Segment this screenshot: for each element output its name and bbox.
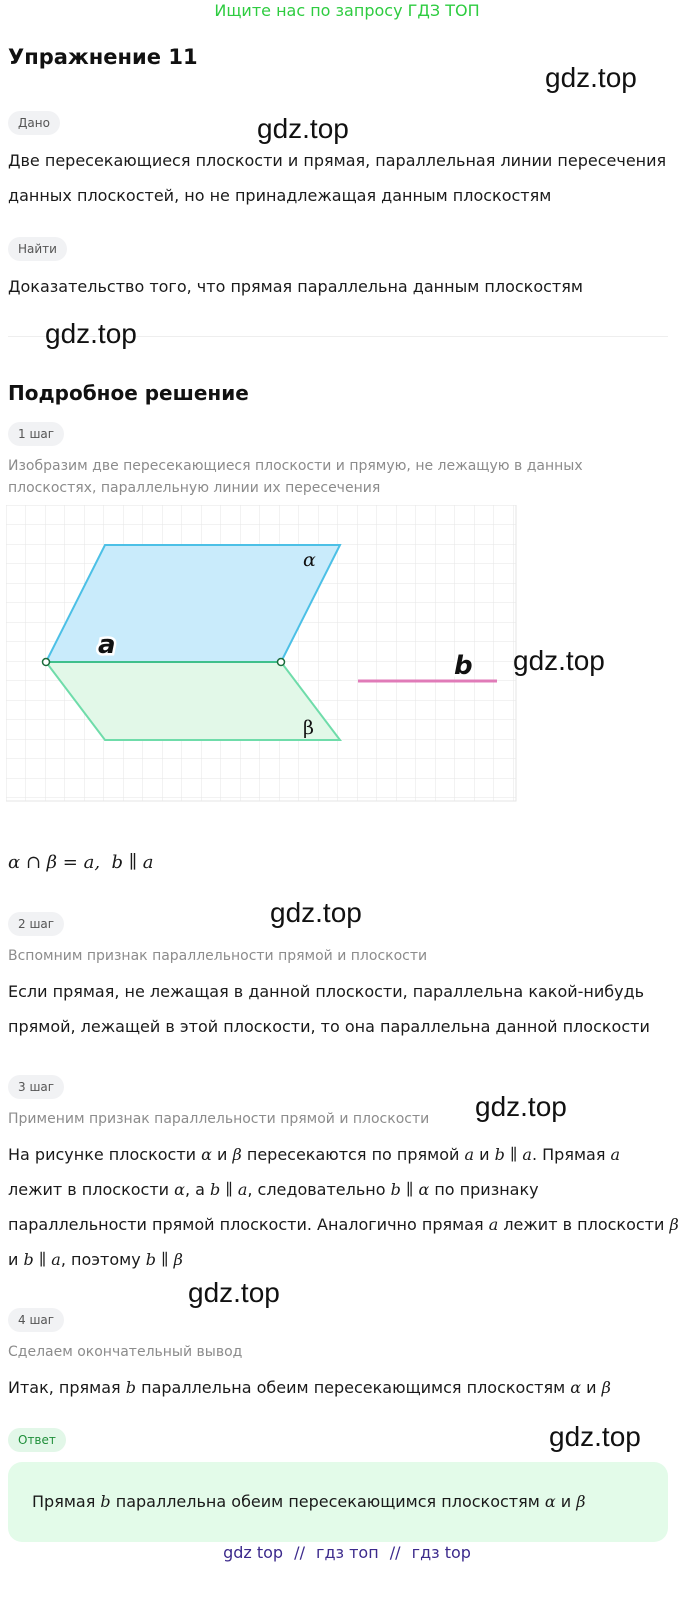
footer-separator: // [389, 1543, 401, 1562]
math-b-parallel-alpha: b ∥ α [390, 1180, 430, 1199]
given-line-2: данных плоскостей, но не принадлежащая данным плоскостям [8, 186, 552, 205]
footer-links [0, 1543, 694, 1562]
find-text: Доказательство того, что прямая параллельна данным плоскостям [8, 277, 583, 296]
answer-text [32, 1487, 586, 1517]
step-3-line-2 [8, 1172, 539, 1207]
answer-badge: Ответ [8, 1428, 66, 1452]
math-alpha: α [570, 1378, 582, 1397]
step-3-line-3 [8, 1207, 679, 1242]
text: и [581, 1378, 602, 1397]
text: Прямая [32, 1492, 101, 1511]
watermark: gdz.top [270, 897, 362, 928]
text: и [555, 1492, 577, 1511]
footer-link-gdz-top-mixed[interactable]: гдз top [411, 1543, 471, 1562]
given-line-1: Две пересекающиеся плоскости и прямая, параллельная линии пересечения [8, 151, 667, 170]
label-alpha: α [303, 549, 316, 571]
step-3-line-4 [8, 1242, 183, 1277]
math-beta: β [601, 1378, 611, 1397]
step-1-caption-line-2: плоскостях, параллельную линии их пересечения [8, 480, 381, 496]
text: по признаку [429, 1180, 539, 1199]
label-b: b [454, 651, 473, 681]
step-2-line-2: прямой, лежащей в этой плоскости, то она параллельна данной плоскости [8, 1017, 650, 1036]
step-4-conclusion [8, 1370, 611, 1405]
text: и [211, 1145, 233, 1164]
footer-link-gdz-top-ru[interactable]: гдз топ [316, 1543, 379, 1562]
math-a: a [464, 1145, 475, 1164]
text: На рисунке плоскости [8, 1145, 202, 1164]
planes-figure [6, 505, 518, 803]
math-beta: β [232, 1145, 242, 1164]
label-a: a [98, 630, 116, 660]
watermark: gdz.top [188, 1277, 280, 1308]
text: и [8, 1250, 24, 1269]
step-4-caption: Сделаем окончательный вывод [8, 1344, 243, 1360]
point-left [43, 659, 50, 666]
text: . Прямая [531, 1145, 611, 1164]
math-a: a [488, 1215, 499, 1234]
math-alpha: α [544, 1492, 556, 1511]
math-b: b [100, 1492, 111, 1511]
math-b: b [125, 1378, 137, 1397]
text: параллельности прямой плоскости. Аналогично прямая [8, 1215, 489, 1234]
page-title: Упражнение 11 [8, 45, 198, 69]
math-b-parallel-a: b ∥ a [210, 1180, 248, 1199]
step-2-badge: 2 шаг [8, 912, 64, 936]
watermark: gdz.top [545, 62, 637, 93]
step-1-caption-line-1: Изобразим две пересекающиеся плоскости и прямую, не лежащую в данных [8, 458, 583, 474]
step-3-caption: Применим признак параллельности прямой и плоскости [8, 1111, 430, 1127]
step-3-badge: 3 шаг [8, 1075, 64, 1099]
math-a: a [610, 1145, 621, 1164]
text: , следовательно [247, 1180, 391, 1199]
text: и [474, 1145, 495, 1164]
text: , поэтому [60, 1250, 146, 1269]
step-1-badge: 1 шаг [8, 422, 64, 446]
find-badge: Найти [8, 237, 67, 261]
math-beta: β [576, 1492, 586, 1511]
text: , а [184, 1180, 211, 1199]
text: лежит в плоскости [498, 1215, 670, 1234]
watermark: gdz.top [45, 318, 137, 349]
watermark: gdz.top [549, 1421, 641, 1452]
math-beta: β [669, 1215, 679, 1234]
step-2-line-1: Если прямая, не лежащая в данной плоскости, параллельна какой-нибудь [8, 982, 645, 1001]
math-b-parallel-beta: b ∥ β [145, 1250, 183, 1269]
step-2-caption: Вспомним признак параллельности прямой и плоскости [8, 948, 428, 964]
solution-title: Подробное решение [8, 381, 249, 405]
watermark: gdz.top [475, 1091, 567, 1122]
text: параллельна обеим пересекающимся плоскостям [136, 1378, 571, 1397]
footer-link-gdz-top[interactable]: gdz top [223, 1543, 284, 1562]
math-alpha: α [201, 1145, 212, 1164]
text: лежит в плоскости [8, 1180, 175, 1199]
text: Итак, прямая [8, 1378, 126, 1397]
watermark: gdz.top [513, 645, 605, 676]
step-1-formula: α ∩ β = a, b ∥ a [8, 852, 154, 873]
label-beta: β [303, 717, 314, 739]
math-b-parallel-a: b ∥ a [494, 1145, 532, 1164]
step-3-line-1 [8, 1137, 620, 1172]
watermark: gdz.top [257, 113, 349, 144]
step-4-badge: 4 шаг [8, 1308, 64, 1332]
math-alpha: α [174, 1180, 185, 1199]
text: параллельна обеим пересекающимся плоскостям [110, 1492, 545, 1511]
footer-separator: // [294, 1543, 305, 1562]
math-b-parallel-a: b ∥ a [23, 1250, 61, 1269]
text: пересекаются по прямой [241, 1145, 465, 1164]
given-badge: Дано [8, 111, 60, 135]
point-right [278, 659, 285, 666]
search-banner[interactable]: Ищите нас по запросу ГДЗ ТОП [214, 1, 480, 20]
